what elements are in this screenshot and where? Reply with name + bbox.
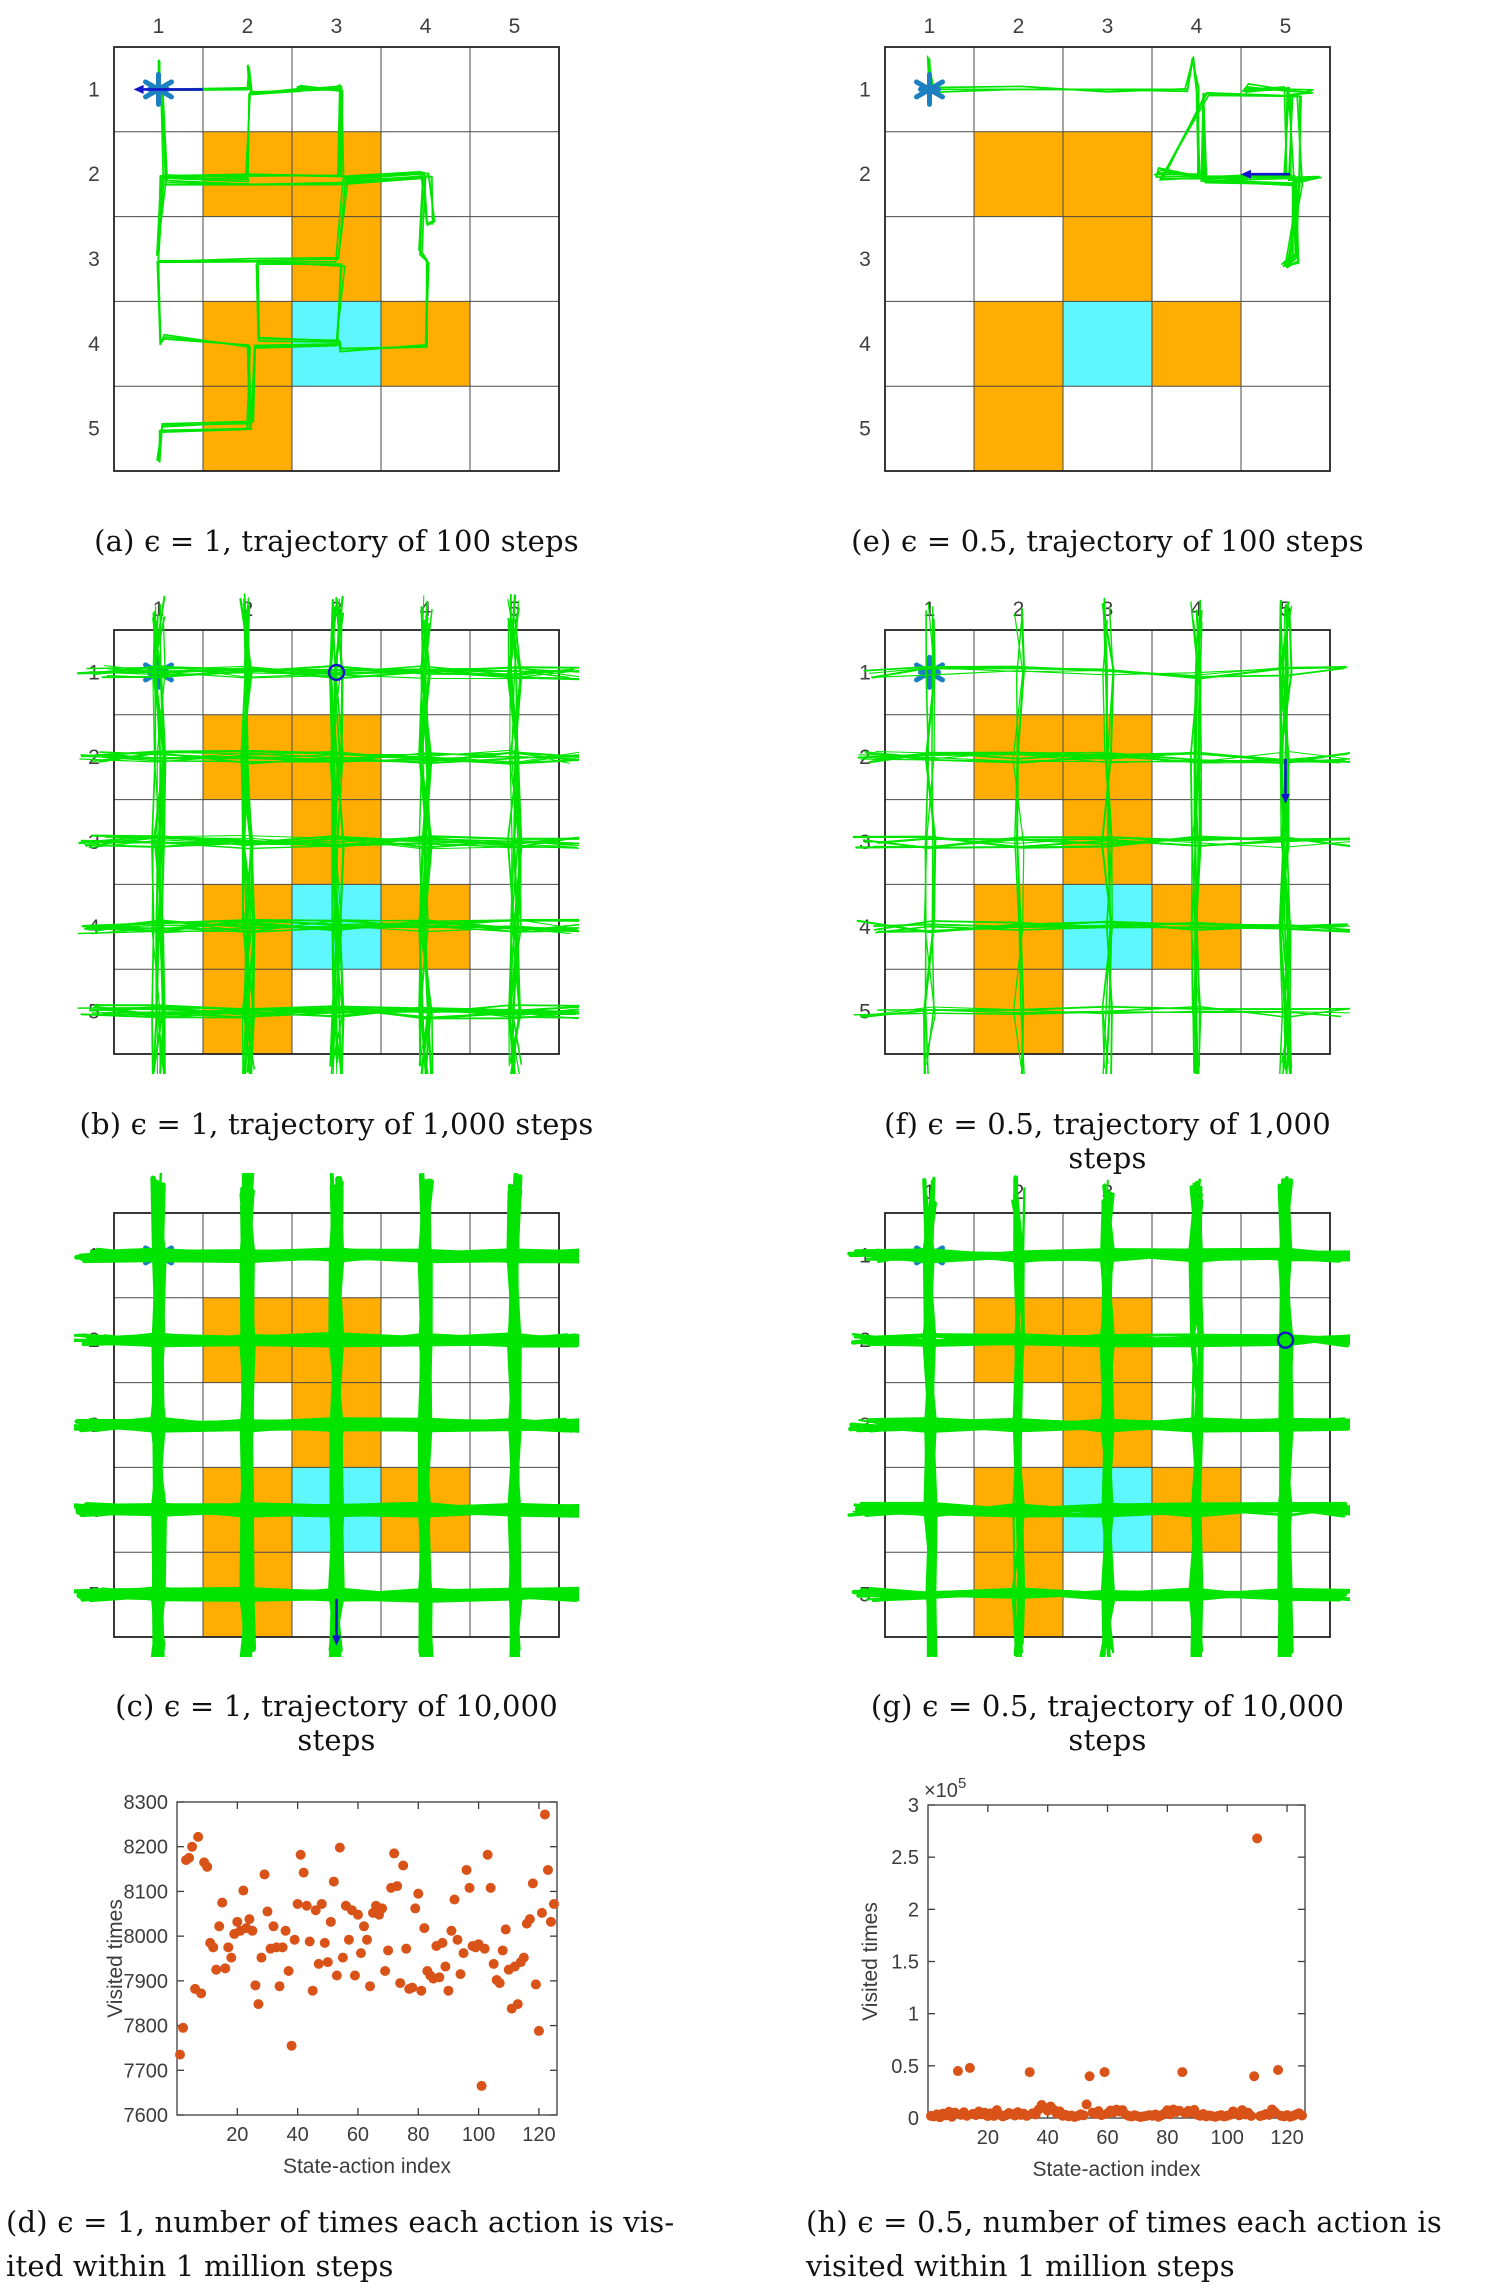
data-point bbox=[262, 1907, 272, 1917]
data-point bbox=[437, 1938, 447, 1948]
column-label: 3 bbox=[1101, 1181, 1114, 1204]
data-point bbox=[434, 1972, 444, 1982]
row-label: 1 bbox=[859, 1244, 871, 1268]
exponent-label: $\times 10^5$ bbox=[924, 1775, 967, 1802]
data-point bbox=[293, 1899, 303, 1909]
data-point bbox=[287, 2041, 297, 2051]
data-point bbox=[305, 1937, 315, 1947]
column-label: 4 bbox=[419, 1181, 432, 1204]
data-point bbox=[416, 1986, 426, 1996]
y-axis-label: Visited times bbox=[859, 1902, 882, 2021]
data-point bbox=[220, 1963, 230, 1973]
obstacle-cell bbox=[1063, 132, 1152, 217]
column-label: 1 bbox=[923, 15, 936, 38]
data-point bbox=[320, 1938, 330, 1948]
data-point bbox=[392, 1881, 402, 1891]
data-point bbox=[965, 2063, 975, 2073]
data-point bbox=[223, 1942, 233, 1952]
y-axis-label: Visited times bbox=[104, 1899, 127, 2018]
data-point bbox=[1252, 1833, 1262, 1843]
data-point bbox=[1100, 2067, 1110, 2077]
row-label: 3 bbox=[88, 1414, 100, 1437]
column-label: 5 bbox=[1279, 1181, 1292, 1204]
y-tick-label: 8100 bbox=[123, 1881, 168, 1904]
row-label: 2 bbox=[859, 163, 871, 187]
data-point bbox=[1079, 2110, 1089, 2120]
data-point bbox=[269, 1921, 279, 1931]
row-label: 1 bbox=[859, 661, 871, 685]
data-point bbox=[452, 1935, 462, 1945]
column-label: 5 bbox=[1279, 598, 1292, 621]
row-label: 4 bbox=[859, 915, 871, 939]
row-label: 4 bbox=[859, 1498, 871, 1522]
data-point bbox=[365, 1981, 375, 1991]
column-label: 5 bbox=[508, 1181, 521, 1204]
data-point bbox=[546, 1917, 556, 1927]
data-point bbox=[486, 1883, 496, 1893]
data-point bbox=[537, 1908, 547, 1918]
x-tick-label: 80 bbox=[1156, 2127, 1179, 2149]
data-point bbox=[380, 1966, 390, 1976]
data-point bbox=[398, 1860, 408, 1870]
y-tick-label: 7600 bbox=[123, 2105, 168, 2127]
row-label: 4 bbox=[88, 1498, 100, 1522]
row-label: 2 bbox=[88, 1329, 100, 1353]
axis-box bbox=[928, 1805, 1305, 2118]
column-label: 2 bbox=[241, 15, 254, 38]
trajectory-grid-g bbox=[845, 1173, 1350, 1657]
y-tick-label: 0 bbox=[907, 2108, 919, 2130]
column-label: 5 bbox=[508, 15, 521, 38]
data-point bbox=[338, 1953, 348, 1963]
data-point bbox=[543, 1865, 553, 1875]
data-point bbox=[335, 1843, 345, 1853]
row-label: 5 bbox=[88, 1000, 100, 1024]
obstacle-cell bbox=[974, 301, 1063, 386]
data-point bbox=[395, 1978, 405, 1988]
row-label: 5 bbox=[88, 1583, 100, 1607]
y-tick-label: 7700 bbox=[123, 2060, 168, 2083]
row-label: 1 bbox=[859, 78, 871, 102]
column-label: 3 bbox=[330, 1181, 343, 1204]
data-point bbox=[211, 1965, 221, 1975]
data-point bbox=[455, 1969, 465, 1979]
row-label: 3 bbox=[859, 1414, 871, 1437]
data-point bbox=[534, 2026, 544, 2036]
data-point bbox=[317, 1899, 327, 1909]
row-label: 5 bbox=[859, 417, 871, 441]
x-tick-label: 120 bbox=[1270, 2127, 1304, 2149]
caption-panel-g: (g) ϵ = 0.5, trajectory of 10,000 steps bbox=[870, 1689, 1345, 1757]
data-point bbox=[483, 1850, 493, 1860]
data-point bbox=[196, 1988, 206, 1998]
data-point bbox=[549, 1899, 559, 1909]
data-point bbox=[1249, 2071, 1259, 2081]
data-point bbox=[214, 1921, 224, 1931]
row-label: 5 bbox=[88, 417, 100, 441]
row-label: 3 bbox=[859, 248, 871, 271]
trajectory-grid-c bbox=[74, 1173, 579, 1657]
y-tick-label: 8000 bbox=[123, 1926, 168, 1949]
y-tick-label: 0.5 bbox=[891, 2055, 919, 2078]
data-point bbox=[377, 1903, 387, 1913]
column-label: 2 bbox=[1012, 1181, 1025, 1204]
data-point bbox=[247, 1926, 257, 1936]
column-label: 2 bbox=[241, 1181, 254, 1204]
column-label: 4 bbox=[1190, 1181, 1203, 1204]
data-point bbox=[501, 1924, 511, 1934]
scatter-chart-d bbox=[60, 1775, 620, 2185]
y-tick-label: 2.5 bbox=[891, 1847, 919, 1870]
scatter-chart-h bbox=[845, 1775, 1405, 2185]
data-point bbox=[299, 1868, 309, 1878]
trajectory-path bbox=[872, 667, 1346, 678]
y-tick-label: 8300 bbox=[123, 1792, 168, 1814]
data-point bbox=[443, 1986, 453, 1996]
column-label: 4 bbox=[1190, 598, 1203, 621]
data-point bbox=[449, 1894, 459, 1904]
data-point bbox=[353, 1910, 363, 1920]
data-point bbox=[519, 1953, 529, 1963]
data-point bbox=[359, 1921, 369, 1931]
row-label: 3 bbox=[88, 831, 100, 854]
data-point bbox=[275, 1981, 285, 1991]
data-point bbox=[256, 1953, 266, 1963]
column-label: 1 bbox=[152, 15, 165, 38]
data-point bbox=[296, 1850, 306, 1860]
column-label: 3 bbox=[330, 15, 343, 38]
data-point bbox=[187, 1842, 197, 1852]
data-point bbox=[344, 1935, 354, 1945]
column-label: 5 bbox=[508, 598, 521, 621]
caption-panel-a: (a) ϵ = 1, trajectory of 100 steps bbox=[94, 524, 579, 558]
x-tick-label: 20 bbox=[976, 2127, 999, 2149]
column-label: 1 bbox=[923, 598, 936, 621]
data-point bbox=[175, 2050, 185, 2060]
trajectory-grid-f bbox=[845, 590, 1350, 1074]
row-label: 1 bbox=[88, 1244, 100, 1268]
data-point bbox=[531, 1979, 541, 1989]
trajectory-grid-b bbox=[74, 590, 579, 1074]
data-point bbox=[513, 1999, 523, 2009]
data-point bbox=[278, 1942, 288, 1952]
caption-panel-e: (e) ϵ = 0.5, trajectory of 100 steps bbox=[851, 524, 1364, 558]
caption-h-line2: visited within 1 million steps bbox=[806, 2249, 1235, 2284]
column-label: 4 bbox=[419, 15, 432, 38]
obstacle-cell bbox=[1063, 217, 1152, 302]
data-point bbox=[326, 1917, 336, 1927]
caption-panel-d bbox=[6, 2200, 768, 2288]
end-arrow-head-icon bbox=[134, 85, 144, 94]
x-tick-label: 80 bbox=[407, 2124, 430, 2146]
data-point bbox=[498, 1945, 508, 1955]
row-label: 4 bbox=[88, 915, 100, 939]
data-point bbox=[356, 1948, 366, 1958]
data-point bbox=[525, 1914, 535, 1924]
data-point bbox=[383, 1945, 393, 1955]
x-tick-label: 60 bbox=[346, 2124, 370, 2146]
row-label: 4 bbox=[859, 332, 871, 356]
data-point bbox=[290, 1935, 300, 1945]
data-point bbox=[208, 1942, 218, 1952]
trajectory-grid-e bbox=[845, 7, 1350, 491]
x-tick-label: 100 bbox=[1210, 2127, 1244, 2149]
y-tick-label: 8200 bbox=[123, 1836, 168, 1859]
data-point bbox=[314, 1959, 324, 1969]
data-point bbox=[329, 1877, 339, 1887]
data-point bbox=[465, 1883, 475, 1893]
column-label: 1 bbox=[152, 1181, 165, 1204]
x-axis-label: State-action index bbox=[282, 2155, 452, 2178]
column-label: 3 bbox=[1101, 15, 1114, 38]
column-label: 5 bbox=[1279, 15, 1292, 38]
data-point bbox=[462, 1865, 472, 1875]
row-label: 2 bbox=[88, 163, 100, 187]
caption-d-line1: (d) ϵ = 1, number of times each action is vis- bbox=[6, 2205, 675, 2239]
caption-panel-c: (c) ϵ = 1, trajectory of 10,000 steps bbox=[115, 1689, 558, 1757]
row-label: 5 bbox=[859, 1000, 871, 1024]
data-point bbox=[495, 1978, 505, 1988]
data-point bbox=[413, 1889, 423, 1899]
y-tick-label: 2 bbox=[907, 1899, 919, 1922]
row-label: 4 bbox=[88, 332, 100, 356]
data-point bbox=[302, 1901, 312, 1911]
row-label: 1 bbox=[88, 78, 100, 102]
data-point bbox=[540, 1810, 550, 1820]
data-point bbox=[1082, 2099, 1092, 2109]
x-tick-label: 40 bbox=[1036, 2127, 1059, 2149]
data-point bbox=[332, 1970, 342, 1980]
obstacle-cell bbox=[974, 132, 1063, 217]
x-tick-label: 60 bbox=[1096, 2127, 1119, 2149]
obstacle-cell bbox=[974, 386, 1063, 471]
data-point bbox=[953, 2066, 963, 2076]
column-label: 4 bbox=[419, 598, 432, 621]
data-point bbox=[281, 1926, 291, 1936]
row-label: 2 bbox=[88, 746, 100, 770]
data-point bbox=[459, 1948, 469, 1958]
obstacle-cell bbox=[1152, 301, 1241, 386]
column-label: 3 bbox=[330, 598, 343, 621]
data-point bbox=[389, 1848, 399, 1858]
caption-panel-b: (b) ϵ = 1, trajectory of 1,000 steps bbox=[79, 1107, 594, 1141]
x-tick-label: 40 bbox=[286, 2124, 309, 2146]
data-point bbox=[477, 2081, 487, 2091]
data-point bbox=[217, 1898, 227, 1908]
row-label: 2 bbox=[859, 1329, 871, 1353]
data-point bbox=[489, 1959, 499, 1969]
data-point bbox=[410, 1903, 420, 1913]
column-label: 2 bbox=[1012, 15, 1025, 38]
data-point bbox=[1273, 2065, 1283, 2075]
caption-d-line2: ited within 1 million steps bbox=[6, 2249, 394, 2284]
data-point bbox=[259, 1869, 269, 1879]
column-label: 1 bbox=[152, 598, 165, 621]
column-label: 3 bbox=[1101, 598, 1114, 621]
x-tick-label: 100 bbox=[461, 2124, 496, 2146]
data-point bbox=[528, 1878, 538, 1888]
x-tick-label: 120 bbox=[522, 2124, 556, 2146]
data-point bbox=[184, 1853, 194, 1863]
data-point bbox=[407, 1983, 417, 1993]
trajectory-grid-a bbox=[74, 7, 579, 491]
column-label: 2 bbox=[241, 598, 254, 621]
caption-panel-h bbox=[806, 2200, 1503, 2288]
row-label: 1 bbox=[88, 661, 100, 685]
data-point bbox=[253, 1999, 263, 2009]
data-point bbox=[244, 1914, 254, 1924]
row-label: 3 bbox=[859, 831, 871, 854]
x-axis-label: State-action index bbox=[1032, 2158, 1201, 2181]
row-label: 5 bbox=[859, 1583, 871, 1607]
data-point bbox=[440, 1962, 450, 1972]
row-label: 3 bbox=[88, 248, 100, 271]
data-point bbox=[250, 1980, 260, 1990]
data-point bbox=[1025, 2067, 1035, 2077]
goal-cell bbox=[1063, 301, 1152, 386]
data-point bbox=[446, 1926, 456, 1936]
data-point bbox=[226, 1953, 236, 1963]
data-point bbox=[202, 1862, 212, 1872]
data-point bbox=[419, 1923, 429, 1933]
data-point bbox=[1085, 2071, 1095, 2081]
data-point bbox=[284, 1966, 294, 1976]
row-label: 2 bbox=[859, 746, 871, 770]
data-point bbox=[193, 1832, 203, 1842]
data-point bbox=[238, 1886, 248, 1896]
data-point bbox=[1246, 2111, 1256, 2121]
column-label: 4 bbox=[1190, 15, 1203, 38]
y-tick-label: 1.5 bbox=[891, 1951, 919, 1974]
data-point bbox=[401, 1944, 411, 1954]
x-tick-label: 20 bbox=[226, 2124, 249, 2146]
y-tick-label: 7800 bbox=[123, 2015, 168, 2038]
y-tick-label: 1 bbox=[907, 2003, 919, 2026]
y-tick-label: 3 bbox=[907, 1795, 919, 1817]
data-point bbox=[178, 2023, 188, 2033]
data-point bbox=[323, 1957, 333, 1967]
column-label: 1 bbox=[923, 1181, 936, 1204]
column-label: 2 bbox=[1012, 598, 1025, 621]
caption-panel-f: (f) ϵ = 0.5, trajectory of 1,000 steps bbox=[884, 1107, 1331, 1175]
y-tick-label: 7900 bbox=[123, 1970, 168, 1993]
data-point bbox=[1297, 2110, 1307, 2120]
data-point bbox=[350, 1970, 360, 1980]
data-point bbox=[308, 1986, 318, 1996]
caption-h-line1: (h) ϵ = 0.5, number of times each action is bbox=[806, 2205, 1442, 2239]
data-point bbox=[480, 1944, 490, 1954]
data-point bbox=[232, 1917, 242, 1927]
data-point bbox=[362, 1935, 372, 1945]
data-point bbox=[1177, 2067, 1187, 2077]
